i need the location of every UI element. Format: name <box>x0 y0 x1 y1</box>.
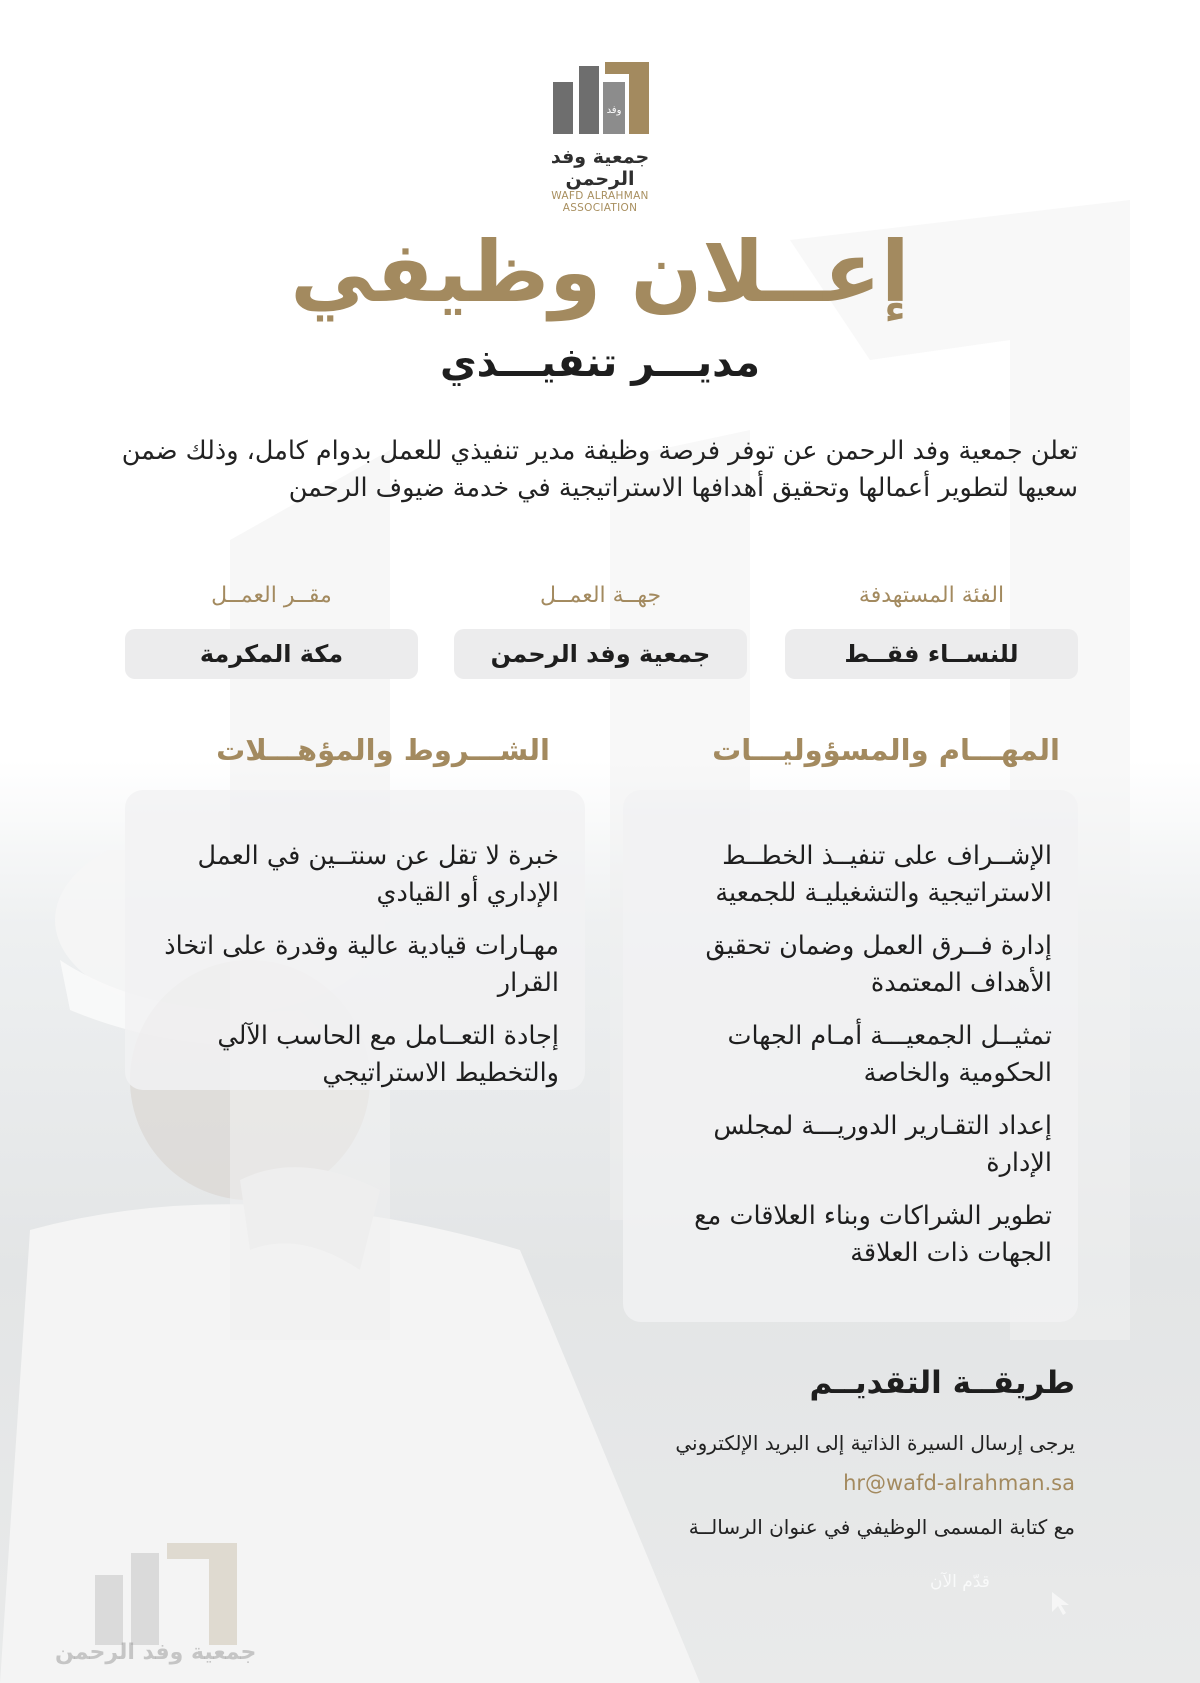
list-item: خبرة لا تقل عن سنتــين في العمل الإداري أو القيادي <box>197 841 559 908</box>
page-title: إعــلان وظيفي <box>290 223 910 321</box>
apply-note: مع كتابة المسمى الوظيفي في عنوان الرسالــة <box>688 1515 1075 1539</box>
list-item: إجادة التعــامل مع الحاسب الآلي والتخطيط الاستراتيجي <box>217 1021 559 1088</box>
logo-name-en: WAFD ALRAHMAN ASSOCIATION <box>551 190 649 214</box>
info-label: مقــر العمــل <box>211 583 332 608</box>
job-title: مديـــر تنفيـــذي <box>440 340 760 386</box>
info-target-group <box>785 583 1078 679</box>
logo-name-ar: جمعية وفد الرحمن <box>550 146 650 190</box>
info-value: مكة المكرمة <box>125 629 418 679</box>
cursor-icon <box>1050 1590 1072 1616</box>
duties-heading: المهـــام والمسؤوليـــات <box>712 733 1060 767</box>
logo-mark-icon <box>545 58 655 140</box>
list-item: مهـارات قيادية عالية وقدرة على اتخاذ القرار <box>164 931 559 998</box>
watermark-name: جمعية وفد الرحمن <box>55 1640 257 1665</box>
requirements-heading: الشـــروط والمؤهـــلات <box>216 733 550 767</box>
info-employer <box>454 583 747 679</box>
apply-now-text: قدّم الآن <box>930 1572 990 1592</box>
requirements-panel <box>125 790 585 1090</box>
apply-heading: طريقــة التقديــم <box>809 1365 1075 1401</box>
list-item: تطوير الشراكات وبناء العلاقات مع الجهات ذات العلاقة <box>694 1201 1052 1268</box>
apply-email[interactable]: hr@wafd-alrahman.sa <box>843 1471 1075 1495</box>
intro-paragraph: تعلن جمعية وفد الرحمن عن توفر فرصة وظيفة مدير تنفيذي للعمل بدوام كامل، وذلك ضمن سعيها لتطوير أعمالها وتحقيق أهدافها الاستراتيجية في خدمة ضيوف الرحمن <box>121 436 1078 503</box>
duties-panel <box>623 790 1078 1322</box>
list-item: الإشــراف على تنفيــذ الخطــط الاستراتيجية والتشغيليـة للجمعية <box>715 841 1052 908</box>
apply-instruction: يرجى إرسال السيرة الذاتية إلى البريد الإلكتروني <box>675 1431 1075 1455</box>
info-value: جمعية وفد الرحمن <box>454 629 747 679</box>
info-value: للنســاء فقــط <box>785 629 1078 679</box>
info-label: الفئة المستهدفة <box>858 583 1005 608</box>
list-item: تمثيــل الجمعيـــة أمـام الجهات الحكومية والخاصة <box>727 1021 1052 1088</box>
list-item: إدارة فــرق العمل وضمان تحقيق الأهداف المعتمدة <box>705 931 1052 998</box>
requirements-list <box>125 790 585 1092</box>
list-item: إعداد التقـارير الدوريـــة لمجلس الإدارة <box>713 1111 1052 1178</box>
association-logo <box>515 58 685 214</box>
info-label: جهــة العمــل <box>539 583 662 608</box>
logo-mark-text: وفد <box>606 105 622 116</box>
info-location <box>125 583 418 679</box>
duties-list <box>623 790 1078 1272</box>
